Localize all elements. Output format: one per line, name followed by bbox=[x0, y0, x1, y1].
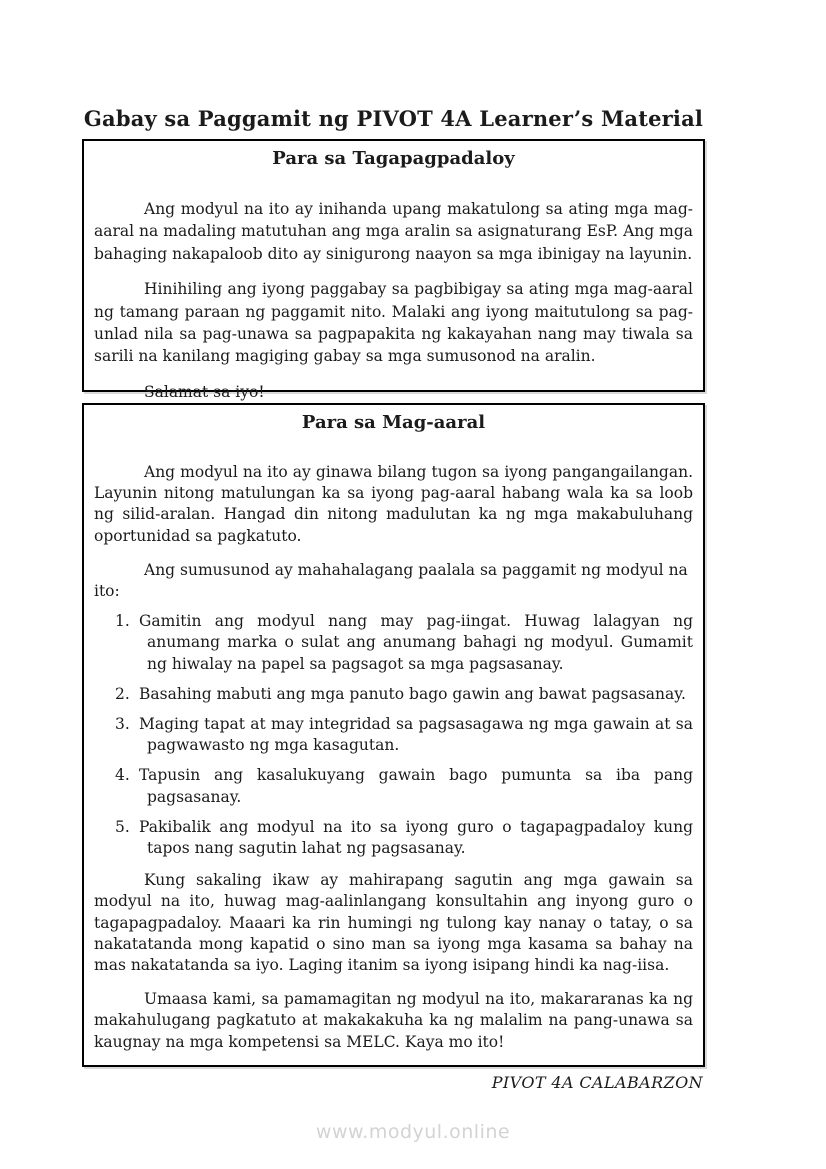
list-item-text: Pakibalik ang modyul na ito sa iyong guro o tagapagpadaloy kung tapos nang sagutin lahat ng pagsasanay. bbox=[139, 817, 693, 858]
learner-box bbox=[82, 403, 705, 1067]
facilitator-closing-line: Salamat sa iyo! bbox=[144, 382, 265, 401]
list-item-text: Tapusin ang kasalukuyang gawain bago pumunta sa iba pang pagsasanay. bbox=[139, 766, 693, 806]
learner-closing-paragraph: Kung sakaling ikaw ay mahirapang sagutin ang mga gawain sa modyul na ito, huwag mag-aalinlangang konsultahin ang inyong guro o tagapagpadaloy. Maaari ka rin humingi ng tulong kay nanay o tatay, o sa nakatatanda mong kapatid o sino man sa iyong mga kasama sa bahay na mas nakatatanda sa iyo. Laging itanim sa iyong isipang hindi ka nag-iisa. bbox=[94, 871, 693, 975]
footer-credit: PIVOT 4A CALABARZON bbox=[491, 1073, 703, 1092]
list-item bbox=[94, 684, 693, 705]
list-item-text: Basahing mabuti ang mga panuto bago gawin ang bawat pagsasanay. bbox=[139, 684, 686, 703]
learner-closing-paragraph: Umaasa kami, sa pamamagitan ng modyul na ito, makararanas ka ng makahulugang pagkatuto at makakakuha ka ng malalim na pang-unawa sa kaugnay na mga kompetensi sa MELC. Kaya mo ito! bbox=[94, 990, 693, 1051]
watermark: www.modyul.online bbox=[315, 1121, 511, 1143]
facilitator-paragraph: Ang modyul na ito ay inihanda upang makatulong sa ating mga mag-aaral na madaling matutuhan ang mga aralin sa asignaturang EsP. Ang mga bahaging nakapaloob dito ay sinigurong naayon sa mga ibinigay na layunin. bbox=[94, 200, 693, 263]
page-title: Gabay sa Paggamit ng PIVOT 4A Learner’s Material bbox=[83, 106, 704, 131]
learner-box-heading: Para sa Mag-aaral bbox=[301, 412, 486, 433]
learner-intro-paragraph: Ang modyul na ito ay ginawa bilang tugon sa iyong pangangailangan. Layunin nitong matulungan ka sa iyong pag-aaral habang wala ka sa loob ng silid-aralan. Hangad din nitong madulutan ka ng mga makabuluhang oportunidad sa pagkatuto. bbox=[94, 463, 693, 545]
learner-list-lead-in: Ang sumusunod ay mahahalagang paalala sa paggamit ng modyul na ito: bbox=[94, 560, 688, 601]
facilitator-box bbox=[82, 139, 705, 401]
list-item-number: 1. bbox=[115, 612, 130, 631]
list-item-number: 4. bbox=[115, 766, 130, 785]
list-item-text: Gamitin ang modyul nang may pag-iingat. Huwag lalagyan ng anumang marka o sulat ang anumang bahagi ng modyul. Gumamit ng hiwalay na papel sa pagsagot sa mga pagsasanay. bbox=[139, 612, 693, 673]
facilitator-paragraph: Hinihiling ang iyong paggabay sa pagbibigay sa ating mga mag-aaral ng tamang paraan ng paggamit nito. Malaki ang iyong maitutulong sa pag-unlad nila sa pag-unawa sa pagpapakita ng kakayahan nang may tiwala sa sarili na kanilang magiging gabay sa mga sumusonod na aralin. bbox=[94, 280, 693, 366]
list-item-number: 5. bbox=[115, 817, 130, 836]
list-item-number: 2. bbox=[115, 684, 130, 703]
list-item-number: 3. bbox=[115, 715, 130, 734]
list-item-text: Maging tapat at may integridad sa pagsasagawa ng mga gawain at sa pagwawasto ng mga kasagutan. bbox=[139, 715, 693, 755]
list-item bbox=[94, 611, 693, 675]
reminder-list bbox=[94, 611, 693, 859]
list-item bbox=[94, 817, 693, 859]
list-item bbox=[94, 714, 693, 756]
list-item bbox=[94, 765, 693, 807]
facilitator-box-heading: Para sa Tagapagpadaloy bbox=[272, 148, 515, 169]
